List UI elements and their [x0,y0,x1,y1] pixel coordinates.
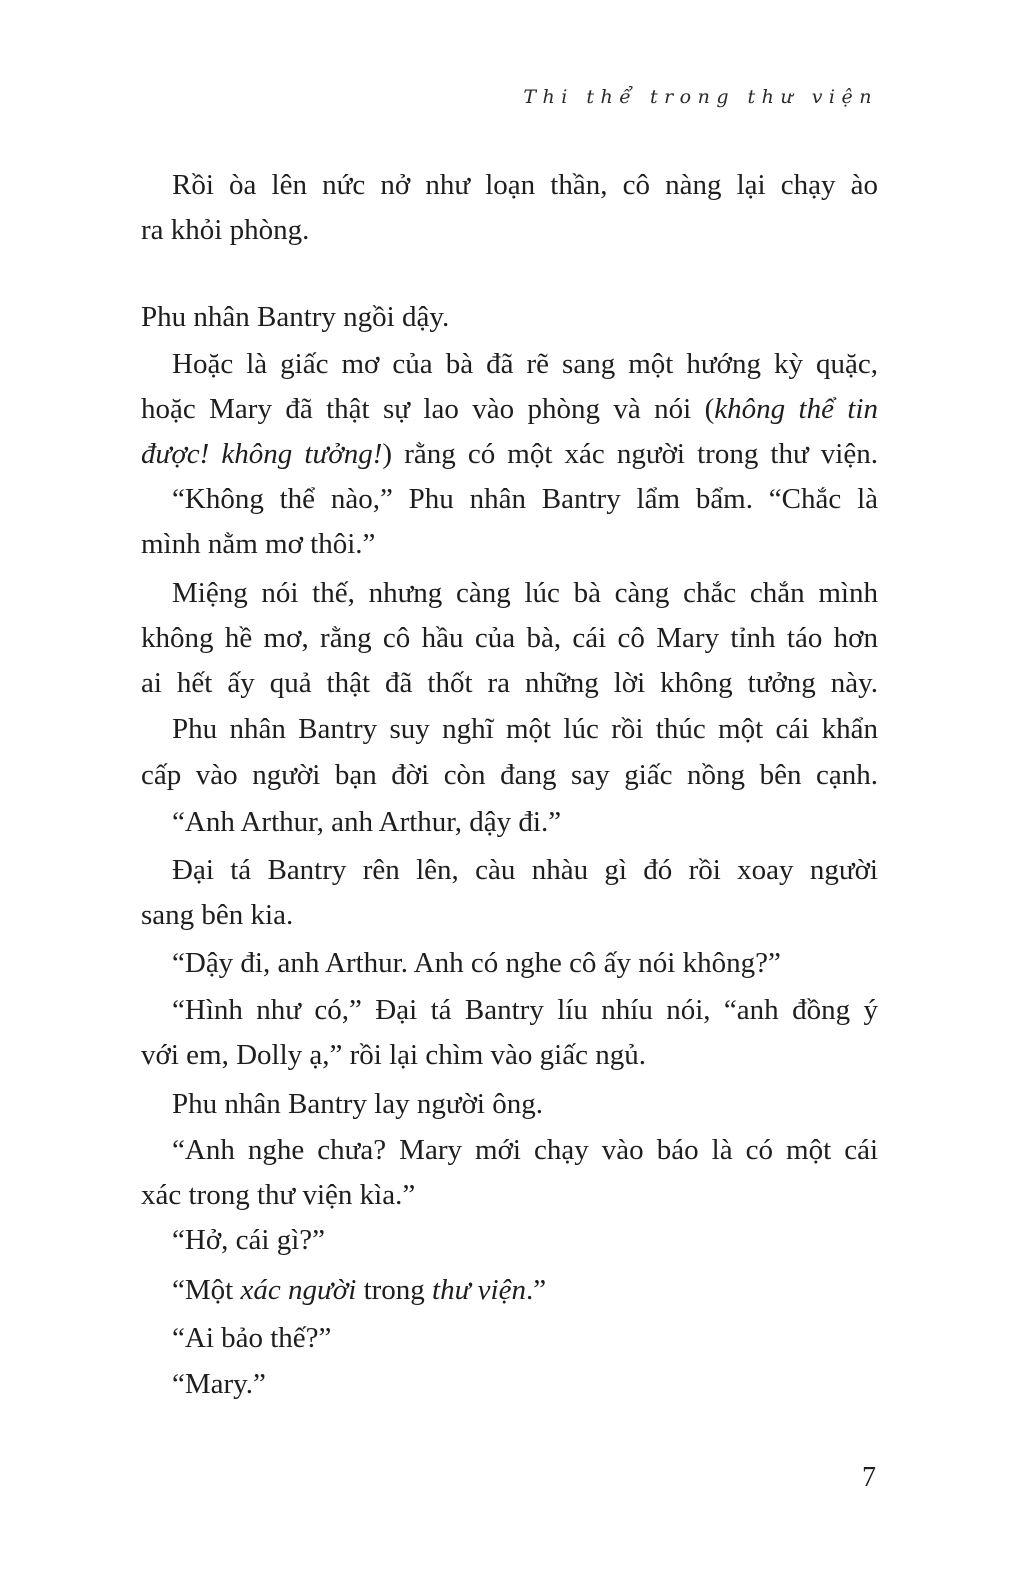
text-span: “Một [172,1274,241,1306]
text-line: không hề mơ, rằng cô hầu của bà, cái cô Mary tỉnh táo hơn [141,622,878,654]
text-line: “Không thể nào,” Phu nhân Bantry lẩm bẩm. “Chắc là [172,483,878,515]
text-line: ra khỏi phòng. [141,214,310,246]
italic-span: được! không tưởng! [141,438,383,470]
text-line: mình nằm mơ thôi.” [141,528,376,560]
text-line: “Dậy đi, anh Arthur. Anh có nghe cô ấy nói không?” [172,947,781,979]
text-line: Đại tá Bantry rên lên, càu nhàu gì đó rồi xoay người [172,854,878,886]
text-span: ) rằng có một xác người trong thư viện. [382,438,878,470]
text-line: cấp vào người bạn đời còn đang say giấc nồng bên cạnh. [141,759,878,791]
italic-span: xác người [240,1274,357,1306]
text-line: sang bên kia. [141,899,294,931]
text-line: “Mary.” [172,1368,266,1400]
text-line: Rồi òa lên nức nở như loạn thần, cô nàng lại chạy ào [172,169,878,201]
text-line [141,392,878,426]
text-span: hoặc Mary đã thật sự lao vào phòng và nói ( [141,393,715,425]
text-line: với em, Dolly ạ,” rồi lại chìm vào giấc ngủ. [141,1039,646,1071]
text-line: Phu nhân Bantry suy nghĩ một lúc rồi thúc một cái khẩn [172,713,878,745]
text-line: “Ai bảo thế?” [172,1322,332,1354]
text-line: “Anh Arthur, anh Arthur, dậy đi.” [172,806,562,838]
page-number: 7 [862,1462,876,1493]
text-span: trong [356,1274,433,1306]
text-line: xác trong thư viện kìa.” [141,1179,416,1211]
text-line [172,1273,878,1307]
text-line: “Hở, cái gì?” [172,1224,326,1256]
italic-span: không thể tin [714,393,878,425]
text-line: “Hình như có,” Đại tá Bantry líu nhíu nói, “anh đồng ý [172,994,878,1026]
italic-span: thư viện [432,1274,526,1306]
text-line: Hoặc là giấc mơ của bà đã rẽ sang một hướng kỳ quặc, [172,348,878,380]
text-span: .” [525,1274,547,1306]
text-line [141,437,878,471]
text-line: Miệng nói thế, nhưng càng lúc bà càng chắc chắn mình [172,577,878,609]
text-line: Phu nhân Bantry ngồi dậy. [141,301,450,333]
text-line: Phu nhân Bantry lay người ông. [172,1088,543,1120]
text-line: “Anh nghe chưa? Mary mới chạy vào báo là có một cái [172,1134,878,1166]
running-head: Thi thể trong thư viện [523,86,878,108]
text-line: ai hết ấy quả thật đã thốt ra những lời không tưởng này. [141,667,878,699]
